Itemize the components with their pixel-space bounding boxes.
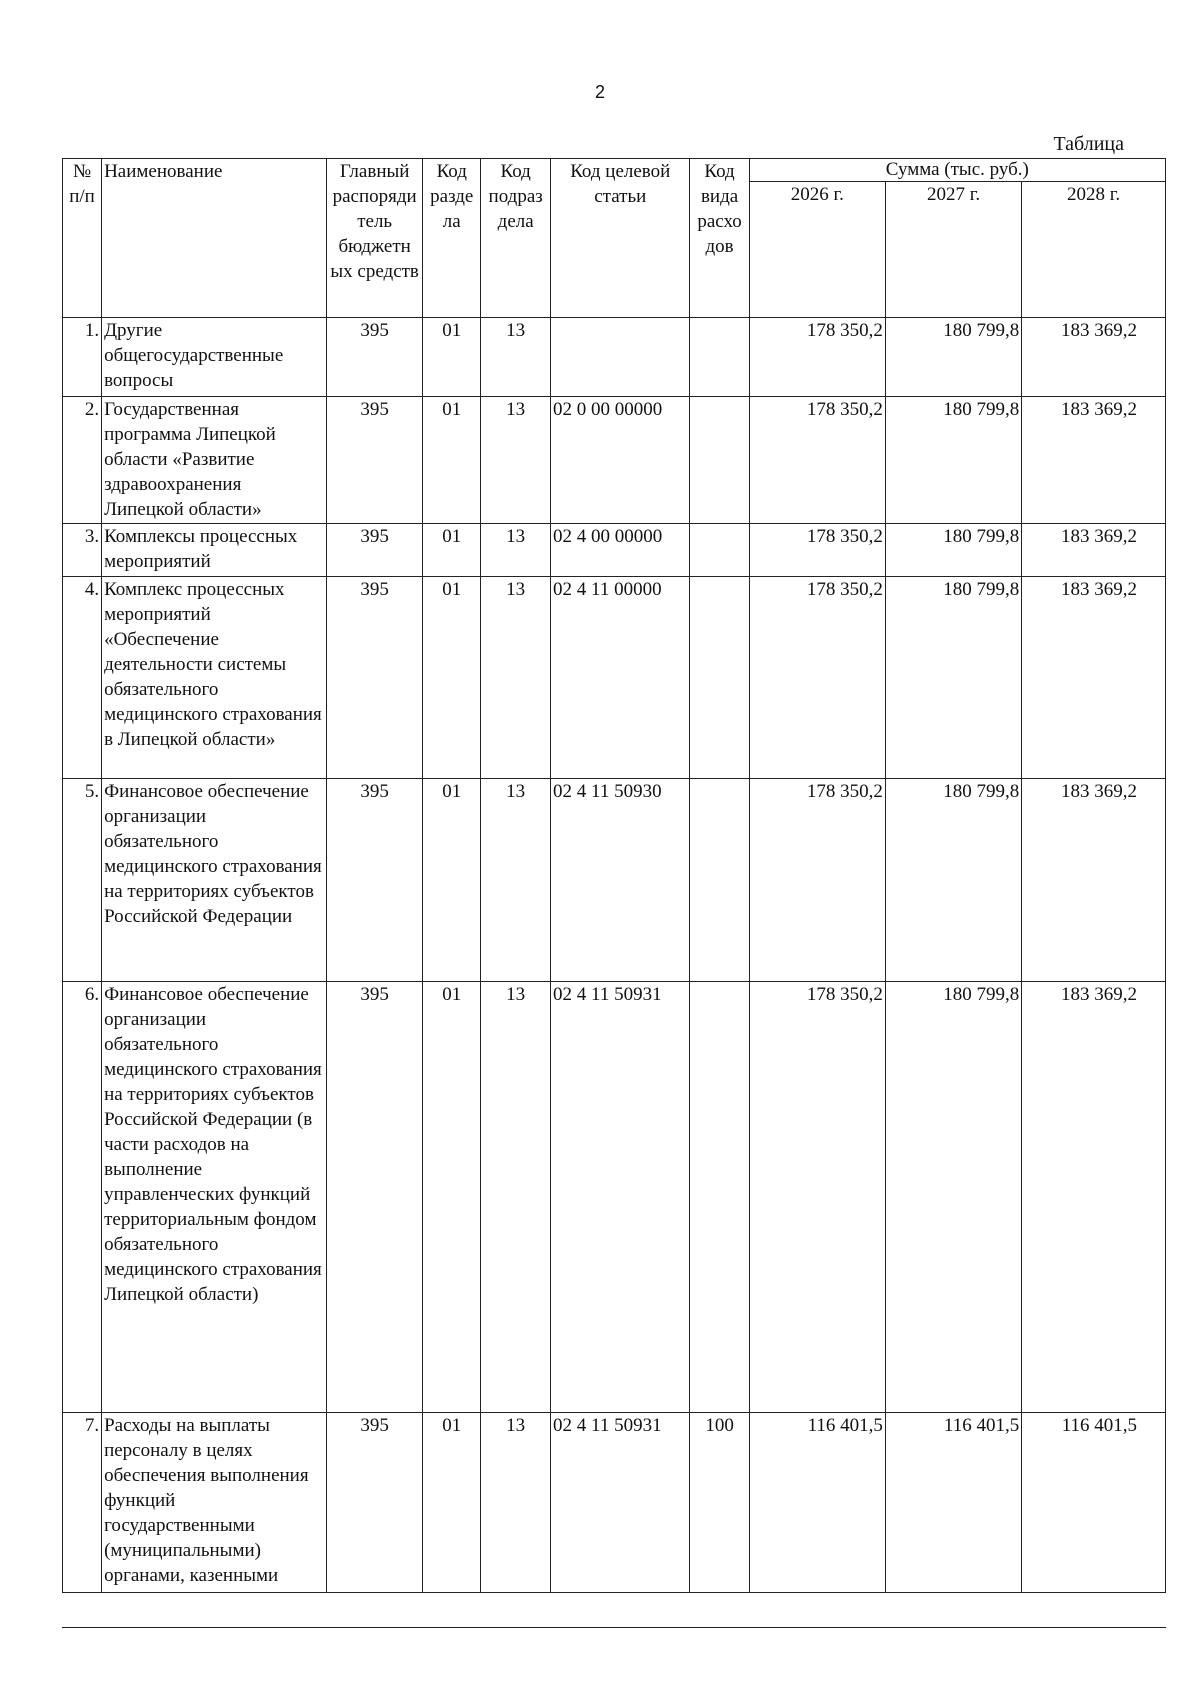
header-subsection: Код подраз дела [481, 159, 551, 318]
row-name: Финансовое обеспечение организации обязательного медицинского страхования на территориях субъектов Российской Федерации (в части расходов на выполнение управленческих функций территориальным фондом обязательного медицинского страхования Липецкой области) [102, 982, 327, 1413]
table-row [63, 1413, 1166, 1593]
row-num: 1. [63, 318, 102, 397]
table-header-row [63, 159, 1166, 182]
row-num: 7. [63, 1413, 102, 1593]
row-target-code: 02 4 11 50931 [551, 1413, 690, 1593]
row-admin: 395 [327, 779, 423, 982]
row-amount-2026: 116 401,5 [749, 1413, 885, 1593]
row-amount-2028: 183 369,2 [1022, 779, 1166, 982]
table-row [63, 397, 1166, 524]
row-num: 2. [63, 397, 102, 524]
row-admin: 395 [327, 982, 423, 1413]
row-section: 01 [423, 318, 481, 397]
row-expense-type [690, 524, 749, 577]
table-bottom-border [62, 1627, 1166, 1628]
row-name: Финансовое обеспечение организации обязательного медицинского страхования на территориях субъектов Российской Федерации [102, 779, 327, 982]
row-expense-type [690, 397, 749, 524]
row-admin: 395 [327, 577, 423, 779]
row-subsection: 13 [481, 982, 551, 1413]
row-amount-2028: 183 369,2 [1022, 318, 1166, 397]
row-amount-2028: 183 369,2 [1022, 524, 1166, 577]
row-expense-type [690, 982, 749, 1413]
header-year-2028: 2028 г. [1022, 182, 1166, 318]
header-sum: Сумма (тыс. руб.) [749, 159, 1165, 182]
row-amount-2028: 183 369,2 [1022, 982, 1166, 1413]
header-target: Код целевой статьи [551, 159, 690, 318]
row-name: Комплекс процессных мероприятий «Обеспечение деятельности системы обязательного медицинского страхования в Липецкой области» [102, 577, 327, 779]
row-expense-type [690, 577, 749, 779]
row-name: Другие общегосударственные вопросы [102, 318, 327, 397]
row-section: 01 [423, 779, 481, 982]
table-row [63, 577, 1166, 779]
row-target-code: 02 4 11 00000 [551, 577, 690, 779]
row-amount-2027: 180 799,8 [885, 982, 1021, 1413]
row-section: 01 [423, 397, 481, 524]
row-amount-2026: 178 350,2 [749, 397, 885, 524]
row-target-code [551, 318, 690, 397]
row-num: 4. [63, 577, 102, 779]
row-expense-type: 100 [690, 1413, 749, 1593]
row-amount-2026: 178 350,2 [749, 779, 885, 982]
row-admin: 395 [327, 397, 423, 524]
row-subsection: 13 [481, 577, 551, 779]
row-target-code: 02 0 00 00000 [551, 397, 690, 524]
row-admin: 395 [327, 318, 423, 397]
row-target-code: 02 4 00 00000 [551, 524, 690, 577]
row-section: 01 [423, 982, 481, 1413]
header-admin: Главный распоряди тель бюджетн ых средств [327, 159, 423, 318]
row-name: Расходы на выплаты персоналу в целях обеспечения выполнения функций государственными (муниципальными) органами, казенными [102, 1413, 327, 1593]
header-year-2026: 2026 г. [749, 182, 885, 318]
row-amount-2027: 116 401,5 [885, 1413, 1021, 1593]
row-section: 01 [423, 577, 481, 779]
row-amount-2026: 178 350,2 [749, 577, 885, 779]
budget-table [62, 158, 1166, 1593]
header-expense-type: Код вида расхо дов [690, 159, 749, 318]
row-amount-2027: 180 799,8 [885, 318, 1021, 397]
table-caption: Таблица [1053, 133, 1124, 155]
row-subsection: 13 [481, 779, 551, 982]
row-amount-2027: 180 799,8 [885, 577, 1021, 779]
row-amount-2028: 183 369,2 [1022, 577, 1166, 779]
row-amount-2028: 183 369,2 [1022, 397, 1166, 524]
row-amount-2028: 116 401,5 [1022, 1413, 1166, 1593]
row-name: Комплексы процессных мероприятий [102, 524, 327, 577]
row-amount-2027: 180 799,8 [885, 397, 1021, 524]
page-number: 2 [594, 82, 605, 102]
row-num: 3. [63, 524, 102, 577]
row-name: Государственная программа Липецкой области «Развитие здравоохранения Липецкой области» [102, 397, 327, 524]
row-amount-2027: 180 799,8 [885, 779, 1021, 982]
row-admin: 395 [327, 1413, 423, 1593]
row-target-code: 02 4 11 50930 [551, 779, 690, 982]
row-amount-2026: 178 350,2 [749, 982, 885, 1413]
table-row [63, 779, 1166, 982]
row-target-code: 02 4 11 50931 [551, 982, 690, 1413]
table-row [63, 524, 1166, 577]
table-row [63, 982, 1166, 1413]
row-subsection: 13 [481, 397, 551, 524]
row-expense-type [690, 779, 749, 982]
row-admin: 395 [327, 524, 423, 577]
header-name: Наименование [102, 159, 327, 318]
row-expense-type [690, 318, 749, 397]
row-subsection: 13 [481, 524, 551, 577]
header-year-2027: 2027 г. [885, 182, 1021, 318]
row-amount-2026: 178 350,2 [749, 524, 885, 577]
row-amount-2027: 180 799,8 [885, 524, 1021, 577]
row-num: 6. [63, 982, 102, 1413]
row-section: 01 [423, 524, 481, 577]
header-num: № п/п [63, 159, 102, 318]
table-row [63, 318, 1166, 397]
row-num: 5. [63, 779, 102, 982]
header-section: Код разде ла [423, 159, 481, 318]
row-subsection: 13 [481, 318, 551, 397]
row-section: 01 [423, 1413, 481, 1593]
row-amount-2026: 178 350,2 [749, 318, 885, 397]
row-subsection: 13 [481, 1413, 551, 1593]
